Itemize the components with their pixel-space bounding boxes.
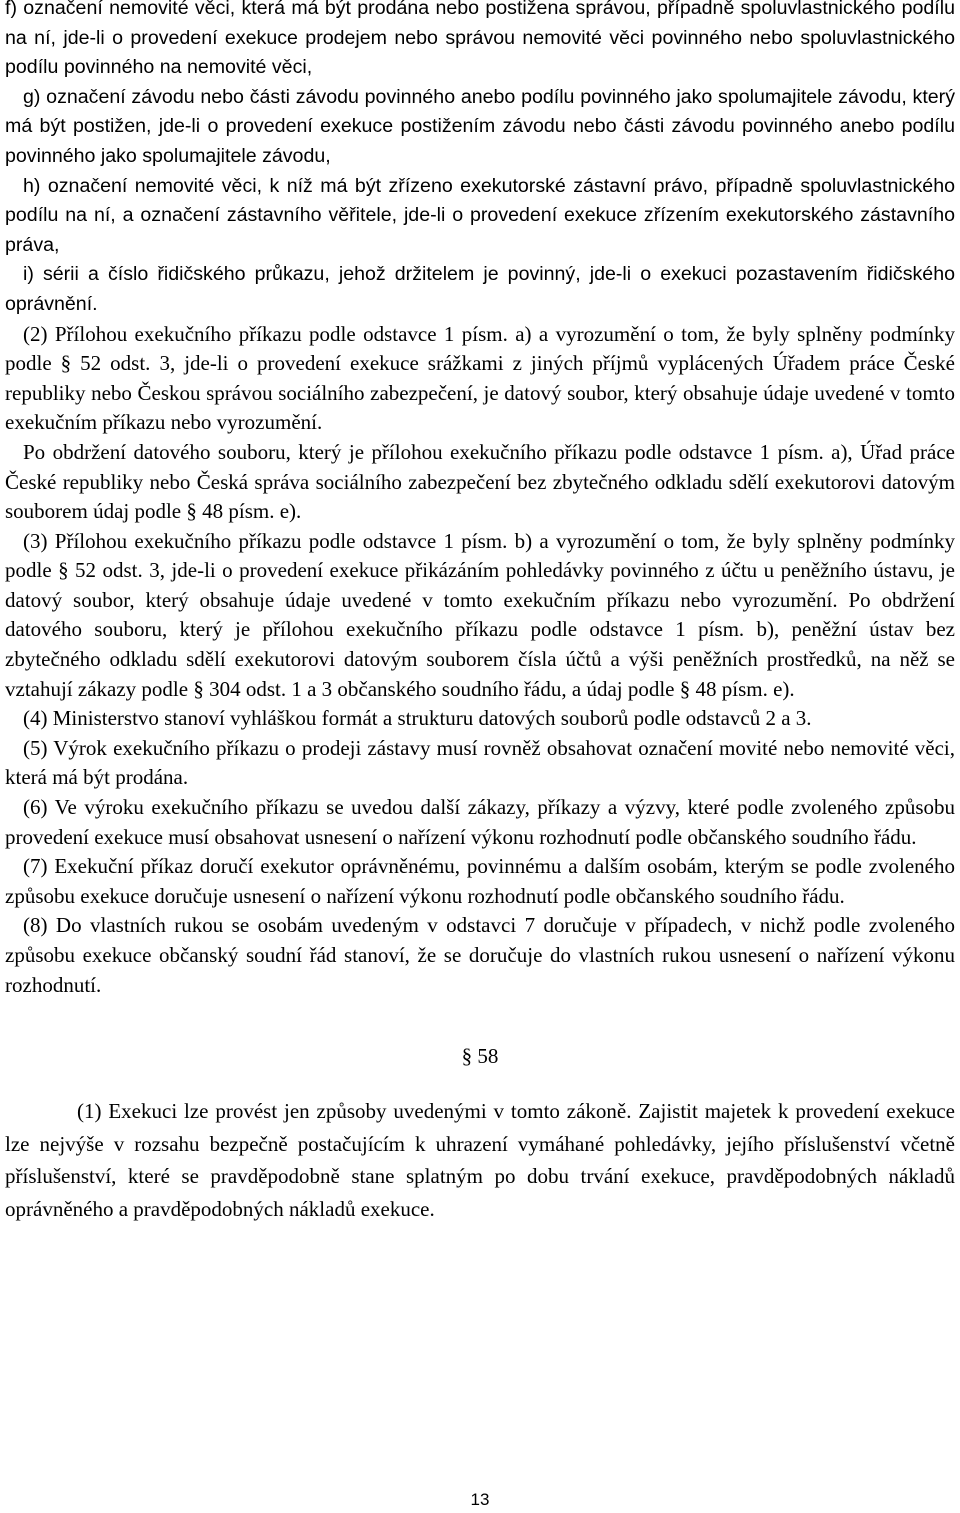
paragraph-8: (8) Do vlastních rukou se osobám uvedeným v odstavci 7 doručuje v případech, v nichž podle zvoleného způsobu exekuce občanský soudní řád stanoví, že se doručuje do vlastních rukou usnesení o nařízení výkonu rozhodnutí.	[5, 913, 955, 997]
paragraph-h: h) označení nemovité věci, k níž má být zřízeno exekutorské zástavní právo, případně spoluvlastnického podílu na ní, a označení zástavního věřitele, jde-li o provedení exekuce zřízením exekutorského zástavního práva,	[5, 174, 955, 256]
paragraph-6: (6) Ve výroku exekučního příkazu se uvedou další zákazy, příkazy a výzvy, které podle zvoleného způsobu provedení exekuce musí obsahovat usnesení o nařízení výkonu rozhodnutí podle občanského soudního řádu.	[5, 795, 955, 849]
page-number: 13	[470, 1490, 490, 1509]
paragraph-f: f) označení nemovité věci, která má být prodána nebo postižena správou, případně spoluvlastnického podílu na ní, jde-li o provedení exekuce prodejem nebo správou nemovité věci povinného nebo spoluvlastnického podílu povinného na nemovité věci,	[5, 0, 955, 79]
section-paragraph-1: (1) Exekuci lze provést jen způsoby uvedenými v tomto zákoně. Zajistit majetek k provedení exekuce lze nejvýše v rozsahu bezpečně postačujícím k uhrazení vymáhané pohledávky, jejího příslušenství včetně příslušenství, které se pravděpodobně stane splatným po dobu trvání exekuce, pravděpodobných nákladů oprávněného a pravděpodobných nákladů exekuce.	[5, 1099, 955, 1221]
paragraph-4: (4) Ministerstvo stanoví vyhláškou formát a strukturu datových souborů podle odstavců 2 a 3.	[23, 706, 812, 731]
paragraph-2-continuation: Po obdržení datového souboru, který je přílohou exekučního příkazu podle odstavce 1 písm. a), Úřad práce České republiky nebo Česká správa sociálního zabezpečení bez zbytečného odkladu sdělí exekutorovi datovým souborem údaj podle § 48 písm. e).	[5, 439, 955, 524]
document-page	[5, 0, 955, 1513]
paragraph-g: g) označení závodu nebo části závodu povinného anebo podílu povinného jako spolumajitele závodu, který má být postižen, jde-li o provedení exekuce postižením závodu nebo části závodu povinného anebo podílu povinného jako spolumajitele závodu,	[5, 85, 955, 167]
section-heading: § 58	[461, 1044, 499, 1069]
paragraph-i: i) sérii a číslo řidičského průkazu, jehož držitelem je povinný, jde-li o exekuci pozastavením řidičského oprávnění.	[5, 263, 955, 315]
paragraph-3: (3) Přílohou exekučního příkazu podle odstavce 1 písm. b) a vyrozumění o tom, že byly splněny podmínky podle § 52 odst. 3, jde-li o provedení exekuce přikázáním pohledávky povinného z účtu u peněžního ústavu, je datový soubor, který obsahuje údaje uvedené v tomto exekučním příkazu nebo vyrozumění. Po obdržení datového souboru, který je přílohou exekučního příkazu podle odstavce 1 písm. b), peněžní ústav bez zbytečného odkladu sdělí exekutorovi datovým souborem čísla účtů a výši peněžních prostředků, na něž se vztahují zákazy podle § 304 odst. 1 a 3 občanského soudního řádu, a údaj podle § 48 písm. e).	[5, 528, 955, 701]
paragraph-5: (5) Výrok exekučního příkazu o prodeji zástavy musí rovněž obsahovat označení movité nebo nemovité věci, která má být prodána.	[5, 735, 955, 790]
paragraph-7: (7) Exekuční příkaz doručí exekutor oprávněnému, povinnému a dalším osobám, kterým se podle zvoleného způsobu exekuce doručuje usnesení o nařízení výkonu rozhodnutí podle občanského soudního řádu.	[5, 854, 955, 908]
paragraph-2: (2) Přílohou exekučního příkazu podle odstavce 1 písm. a) a vyrozumění o tom, že byly splněny podmínky podle § 52 odst. 3, jde-li o provedení exekuce srážkami z jiných příjmů vyplácených Úřadem práce České republiky nebo Českou správou sociálního zabezpečení, je datový soubor, který obsahuje údaje uvedené v tomto exekučním příkazu nebo vyrozumění.	[5, 321, 955, 435]
